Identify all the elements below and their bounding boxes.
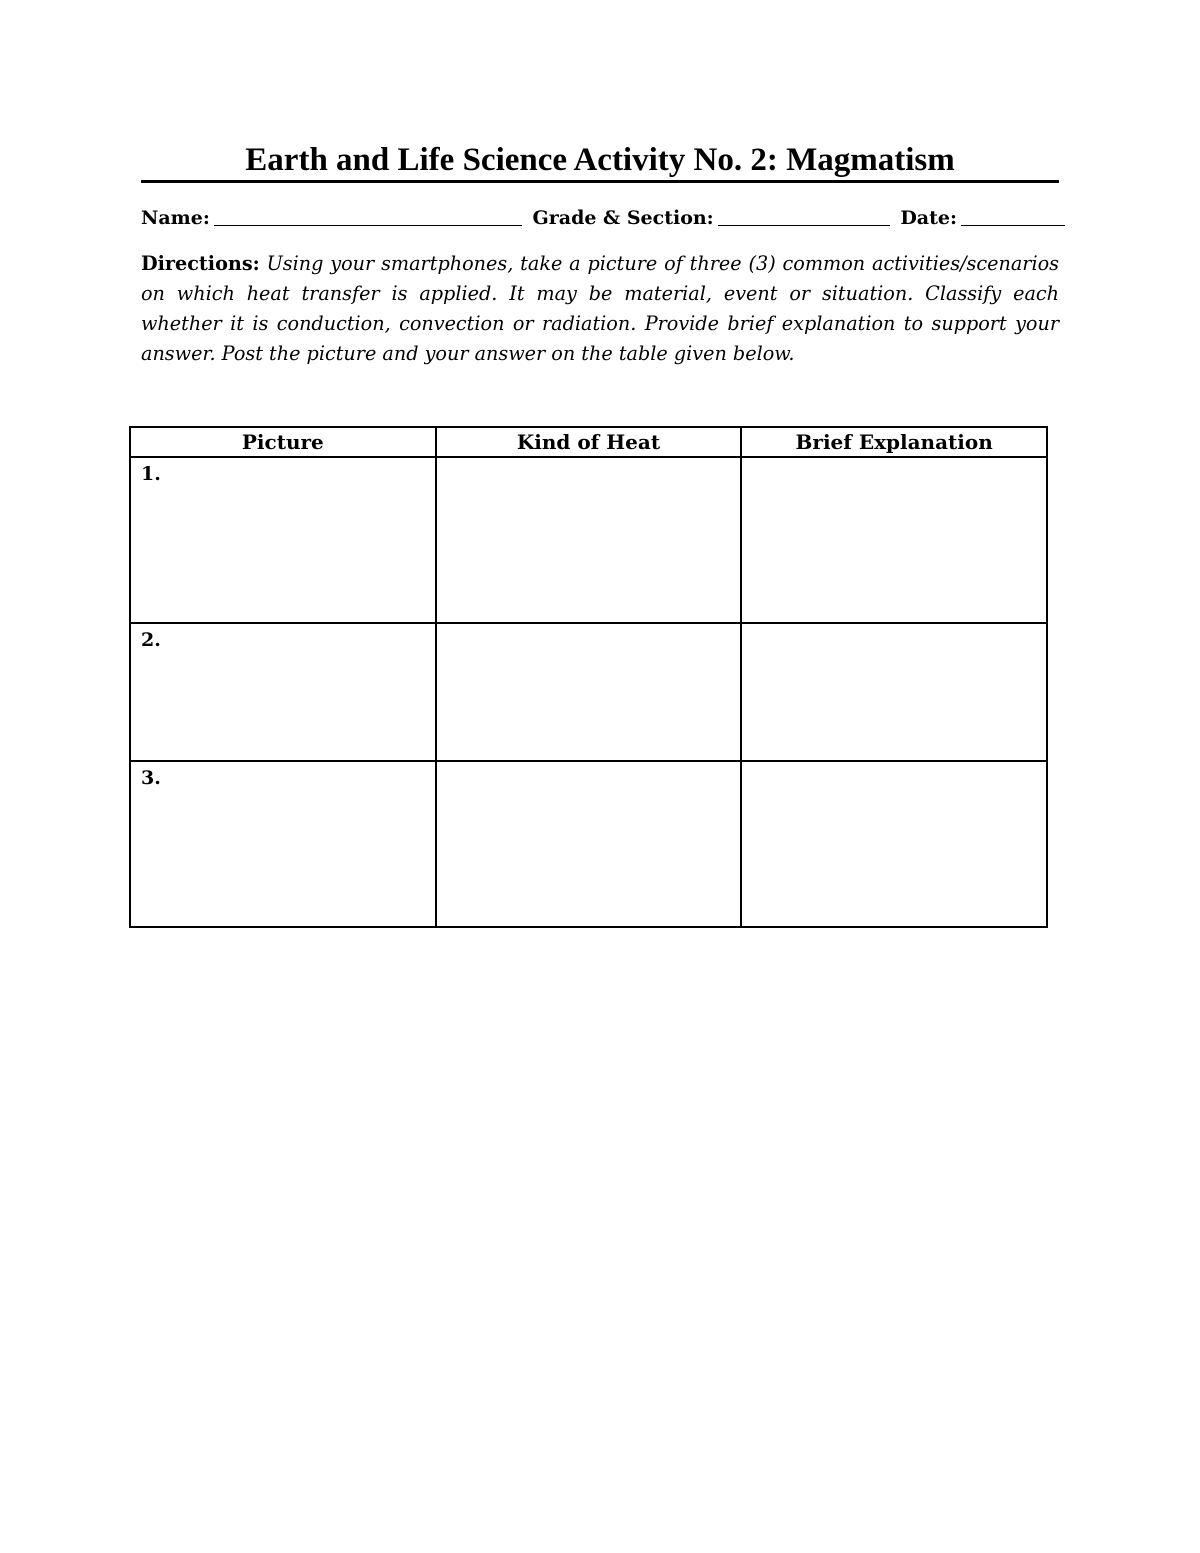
answer-table: [129, 426, 1048, 928]
table-row: [130, 457, 1047, 623]
kind-of-heat-cell[interactable]: [436, 761, 742, 927]
directions-paragraph: [141, 249, 1059, 369]
table-row: [130, 623, 1047, 761]
table-header-row: [130, 427, 1047, 457]
title-underline: [141, 180, 1059, 183]
date-field[interactable]: [961, 205, 1065, 226]
kind-of-heat-cell[interactable]: [436, 457, 742, 623]
table-row: [130, 761, 1047, 927]
picture-cell[interactable]: [130, 457, 436, 623]
directions-label: Directions:: [141, 252, 260, 275]
row-number: 3.: [141, 767, 161, 789]
explanation-cell[interactable]: [741, 761, 1047, 927]
explanation-cell[interactable]: [741, 623, 1047, 761]
grade-section-field[interactable]: [718, 205, 890, 226]
name-label: Name:: [141, 207, 210, 229]
student-info-line: [141, 203, 1061, 232]
header-picture: Picture: [130, 427, 436, 457]
page-title: Earth and Life Science Activity No. 2: Magmatism: [245, 142, 955, 178]
grade-section-label: Grade & Section:: [532, 207, 714, 229]
header-kind-of-heat: Kind of Heat: [436, 427, 742, 457]
header-brief-explanation: Brief Explanation: [741, 427, 1047, 457]
picture-cell[interactable]: [130, 623, 436, 761]
date-label: Date:: [900, 207, 957, 229]
explanation-cell[interactable]: [741, 457, 1047, 623]
row-number: 2.: [141, 629, 161, 651]
kind-of-heat-cell[interactable]: [436, 623, 742, 761]
row-number: 1.: [141, 463, 161, 485]
picture-cell[interactable]: [130, 761, 436, 927]
directions-text: Using your smartphones, take a picture of three (3) common activities/scenarios on which heat transfer is applied. It may be material, event or situation. Classify each whether it is conduction, convection or radiation. Provide brief explanation to support your answer. Post the picture and your answer on the table given below.: [141, 252, 1060, 365]
name-field[interactable]: [214, 205, 522, 226]
